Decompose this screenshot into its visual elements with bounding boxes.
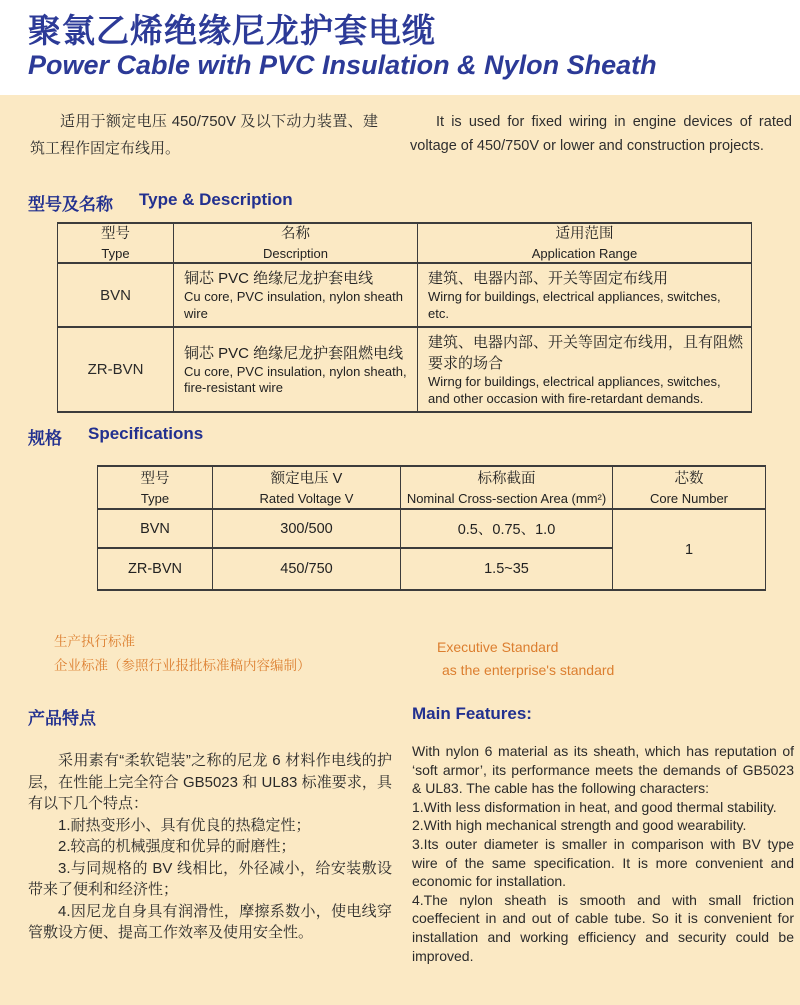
feature-item: 2.With high mechanical strength and good wearability. bbox=[412, 817, 747, 834]
table-row bbox=[58, 263, 752, 327]
standard-line: 生产执行标准 bbox=[54, 634, 135, 649]
features-text-cn bbox=[28, 750, 392, 944]
col-header-type: 型号 Type bbox=[58, 223, 174, 263]
intro-paragraph-cn: 适用于额定电压 450/750V 及以下动力装置、建筑工程作固定布线用。 bbox=[30, 113, 378, 157]
standard-line: as the enterprise's standard bbox=[442, 662, 615, 678]
section-title-cn: 型号及名称 bbox=[28, 195, 113, 214]
table-row bbox=[98, 509, 766, 548]
feature-item: 4.因尼龙自身具有润滑性，摩擦系数小，使电线穿管敷设方便、提高工作效率及使用安全性。 bbox=[28, 902, 392, 941]
section-title-en: Specifications bbox=[88, 424, 204, 443]
page-title-en: Power Cable with PVC Insulation & Nylon Sheath bbox=[28, 50, 657, 80]
specifications-table bbox=[97, 465, 766, 591]
cell-area: 0.5、0.75、1.0 bbox=[401, 509, 613, 548]
feature-item: 3.与同规格的 BV 线相比，外径减小，给安装敷设带来了便利和经济性； bbox=[28, 859, 392, 898]
table-header-row bbox=[98, 466, 766, 509]
features-text-en bbox=[412, 742, 794, 965]
section-title-en: Type & Description bbox=[139, 190, 293, 209]
type-description-table bbox=[57, 222, 752, 413]
section-header-type-description bbox=[28, 190, 293, 215]
intro-paragraph-en: It is used for fixed wiring in engine devices of rated voltage of 450/750V or lower and construction projects. bbox=[410, 114, 792, 154]
cell-voltage: 450/750 bbox=[213, 548, 401, 590]
cell-area: 1.5~35 bbox=[401, 548, 613, 590]
standard-line: 企业标准（参照行业报批标准稿内容编制） bbox=[54, 658, 311, 673]
page-title-cn: 聚氯乙烯绝缘尼龙护套电缆 bbox=[28, 12, 436, 49]
feature-item: 2.较高的机械强度和优异的耐磨性； bbox=[58, 838, 296, 855]
col-header-application-range: 适用范围 Application Range bbox=[418, 223, 752, 263]
page-header bbox=[0, 0, 800, 95]
features-intro-en: With nylon 6 material as its sheath, which has reputation of ‘soft armor’, its performance meets the demands of GB5023 & UL83. The cable has the following characters: bbox=[412, 743, 794, 797]
cell-core-number: 1 bbox=[613, 509, 766, 590]
features-title-cn: 产品特点 bbox=[28, 709, 96, 728]
cell-application-range: 建筑、电器内部、开关等固定布线用，且有阻燃要求的场合 Wirng for buildings, electrical appliances, switches, and other occasion with fire-retardant demands. bbox=[418, 327, 752, 412]
col-header-rated-voltage: 额定电压 V Rated Voltage V bbox=[213, 466, 401, 509]
feature-item: 4.The nylon sheath is smooth and with small friction coeffecient in and out of cable tube. So it is convenient for installation and working efficiency and security could be improved. bbox=[412, 891, 794, 964]
cell-description: 铜芯 PVC 绝缘尼龙护套电线 Cu core, PVC insulation, nylon sheath wire bbox=[174, 263, 418, 327]
col-header-type: 型号 Type bbox=[98, 466, 213, 509]
col-header-cross-section: 标称截面 Nominal Cross-section Area (mm²) bbox=[401, 466, 613, 509]
feature-item: 3.Its outer diameter is smaller in comparison with BV type wire of the same specification. It is more convenient and economic for installation. bbox=[412, 835, 794, 890]
features-intro-cn: 采用素有“柔软铠装”之称的尼龙 6 材料作电线的护层，在性能上完全符合 GB5023 和 UL83 标准要求，具有以下几个特点： bbox=[28, 752, 392, 812]
cell-voltage: 300/500 bbox=[213, 509, 401, 548]
section-title-cn: 规格 bbox=[28, 429, 62, 448]
section-header-specifications bbox=[28, 424, 203, 449]
executive-standard-en bbox=[437, 636, 614, 682]
cell-type: ZR-BVN bbox=[58, 327, 174, 412]
features-title-en: Main Features: bbox=[412, 704, 532, 723]
col-header-description: 名称 Description bbox=[174, 223, 418, 263]
feature-item: 1.With less disformation in heat, and good thermal stability. bbox=[412, 798, 777, 815]
cell-type: BVN bbox=[98, 509, 213, 548]
table-header-row bbox=[58, 223, 752, 263]
col-header-core-number: 芯数 Core Number bbox=[613, 466, 766, 509]
standard-line: Executive Standard bbox=[437, 639, 559, 655]
table-row bbox=[58, 327, 752, 412]
feature-item: 1.耐热变形小、具有优良的热稳定性； bbox=[58, 816, 311, 834]
executive-standard-cn bbox=[54, 630, 311, 678]
cell-description: 铜芯 PVC 绝缘尼龙护套阻燃电线 Cu core, PVC insulation, nylon sheath, fire-resistant wire bbox=[174, 327, 418, 412]
cell-type: ZR-BVN bbox=[98, 548, 213, 590]
cell-application-range: 建筑、电器内部、开关等固定布线用 Wirng for buildings, electrical appliances, switches, etc. bbox=[418, 263, 752, 327]
cell-type: BVN bbox=[58, 263, 174, 327]
